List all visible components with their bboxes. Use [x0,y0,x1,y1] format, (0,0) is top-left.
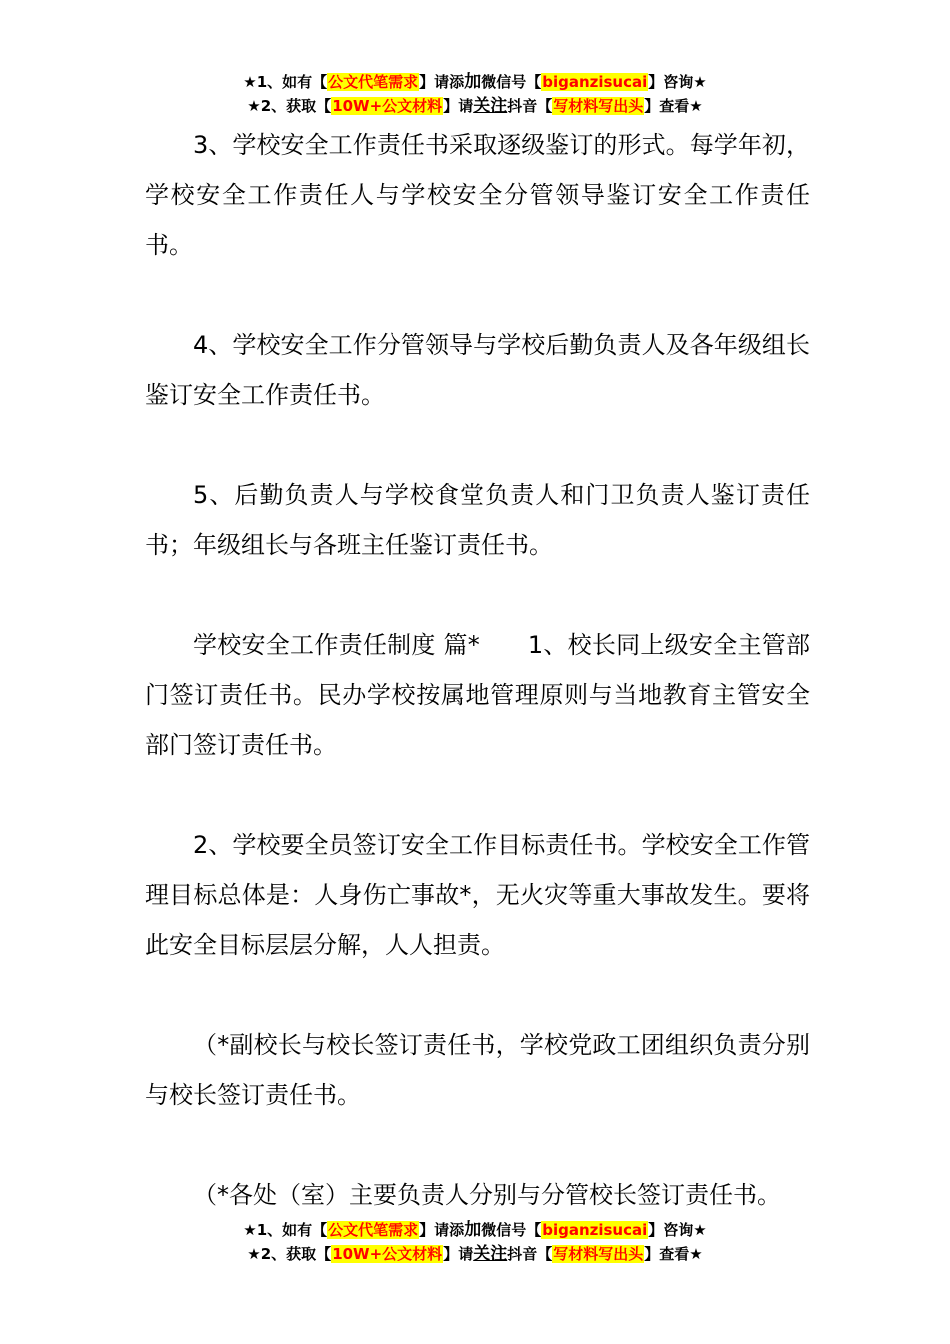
paragraph: 4、学校安全工作分管领导与学校后勤负责人及各年级组长鉴订安全工作责任书。 [145,331,810,409]
banner-text: 】请添 [419,1221,465,1239]
banner-text: 】请添 [419,73,465,91]
paragraph: （*副校长与校长签订责任书，学校党政工团组织负责分别与校长签订责任书。 [145,1031,810,1109]
paragraph: 3、学校安全工作责任书采取逐级鉴订的形式。每学年初，学校安全工作责任人与学校安全分管领导鉴订安全工作责任书。 [145,131,810,259]
paragraph [145,620,810,770]
banner-text: 】查看★ [644,97,703,115]
banner-highlight: biganzisucai [542,1221,648,1239]
banner-text: 】咨询★ [648,73,707,91]
banner-text: 抖音【 [507,1245,553,1263]
banner-line-2 [0,94,950,118]
banner-text: 】咨询★ [648,1221,707,1239]
paragraph: 5、后勤负责人与学校食堂负责人和门卫负责人鉴订责任书；年级组长与各班主任鉴订责任书。 [145,481,810,559]
banner-text: 关注 [473,1244,508,1264]
banner-text: ★1、如有【 [243,1221,328,1239]
banner-line-1 [0,70,950,94]
banner-text: ★2、获取【 [247,1245,332,1263]
banner-text: 】查看★ [644,1245,703,1263]
banner-text: 】请 [443,1245,474,1263]
banner-text: 微信号【 [481,73,542,91]
paragraph: （*各处（室）主要负责人分别与分管校长签订责任书。 [193,1181,781,1209]
banner-line-2 [0,1242,950,1266]
footer-banner [0,1218,950,1266]
banner-highlight: biganzisucai [542,73,648,91]
banner-highlight: 10W+公文材料 [332,1245,443,1263]
banner-text: ★1、如有【 [243,73,328,91]
banner-text: ★2、获取【 [247,97,332,115]
document-body [145,120,810,1220]
banner-text: 关注 [473,96,508,116]
banner-text: 加 [464,1220,482,1240]
paragraph-text: 1、校长同上级安全主管部门签订责任书。民办学校按属地管理原则与当地教育主管安全部门签订责任书。 [145,631,810,759]
section-heading: 学校安全工作责任制度 篇* [193,631,480,659]
banner-highlight: 公文代笔需求 [328,1221,419,1239]
banner-line-1 [0,1218,950,1242]
banner-text: 微信号【 [481,1221,542,1239]
banner-text: 抖音【 [507,97,553,115]
header-banner [0,70,950,118]
banner-text: 】请 [443,97,474,115]
banner-text: 加 [464,72,482,92]
banner-highlight: 公文代笔需求 [328,73,419,91]
banner-highlight: 写材料写出头 [553,97,644,115]
paragraph: 2、学校要全员签订安全工作目标责任书。学校安全工作管理目标总体是：人身伤亡事故*，无火灾等重大事故发生。要将此安全目标层层分解，人人担责。 [145,831,810,959]
banner-highlight: 写材料写出头 [553,1245,644,1263]
banner-highlight: 10W+公文材料 [332,97,443,115]
